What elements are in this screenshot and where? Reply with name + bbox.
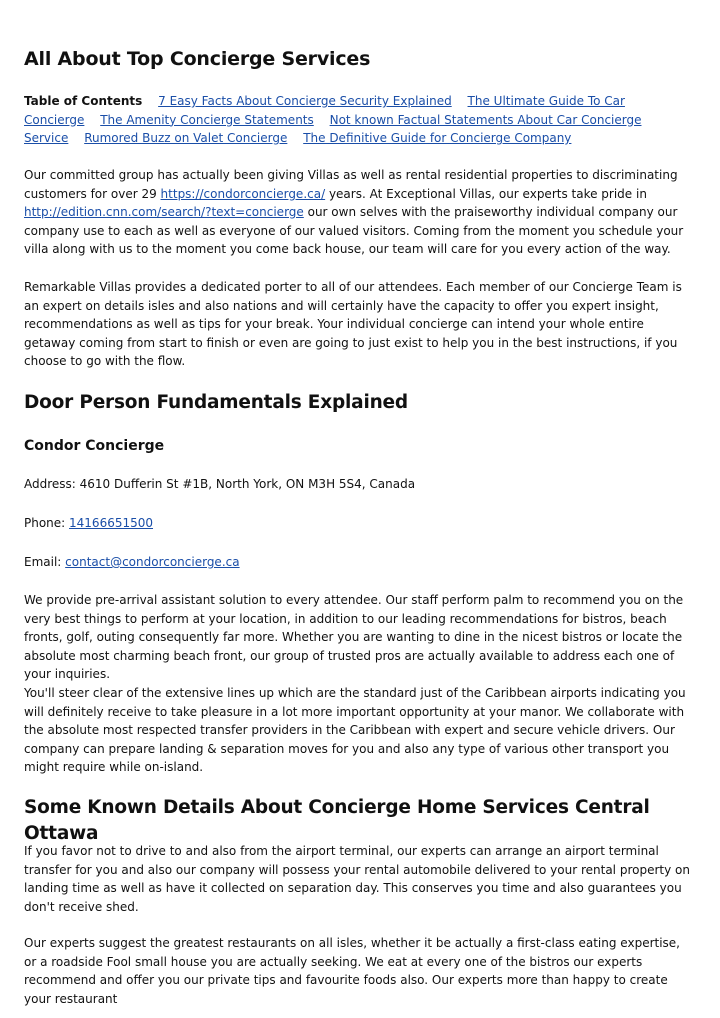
section-heading-door-person: Door Person Fundamentals Explained	[24, 392, 408, 413]
business-name: Condor Concierge	[24, 438, 165, 454]
phone-label: Phone:	[24, 516, 70, 530]
business-address: Address: 4610 Dufferin St #1B, North York, ON M3H 5S4, Canada	[24, 477, 416, 491]
intro-text-b: years. At Exceptional Villas, our experts take pride in	[325, 186, 647, 201]
condor-link[interactable]: https://condorconcierge.ca/	[160, 186, 326, 201]
email-link[interactable]: contact@condorconcierge.ca	[65, 555, 240, 569]
villas-paragraph: Remarkable Villas provides a dedicated porter to all of our attendees. Each member of our Concierge Team is an expert on details isles and also nations and will certainly have the capacity to offer you expert insight, recommendations as well as tips for your break. Your individual concierge can intend your whole entire getaway coming from start to finish or even are going to just exist to help you in the best instructions, if you choose to go with the flow.	[24, 280, 682, 368]
page-title: All About Top Concierge Services	[24, 48, 371, 70]
section-heading-known-details: Some Known Details About Concierge Home Services Central Ottawa	[24, 797, 650, 844]
phone-link[interactable]: 14166651500	[69, 516, 154, 530]
toc-link-3[interactable]: The Amenity Concierge Statements	[100, 112, 314, 127]
toc-link-6[interactable]: The Definitive Guide for Concierge Company	[303, 131, 572, 145]
toc-link-5[interactable]: Rumored Buzz on Valet Concierge	[84, 131, 288, 145]
pre-arrival-paragraph: We provide pre-arrival assistant solution to every attendee. Our staff perform palm to recommend you on the very best things to perform at your location, in addition to our leading recommendations for bistros, beach fronts, golf, outing consequently far more. Whether you are wanting to dine in the nicest bistros or locate the absolute most charming beach front, our group of trusted pros are actually available to address each one of your inquiries.	[24, 593, 684, 681]
intro-text-a: Our committed group has actually been giving Villas as well as rental residential properties to discriminating customers for over 29	[24, 168, 678, 201]
toc-link-2[interactable]: The Ultimate Guide To Car Concierge	[24, 94, 625, 127]
intro-paragraph	[24, 166, 696, 259]
toc-link-1[interactable]: 7 Easy Facts About Concierge Security Explained	[158, 94, 452, 108]
table-of-contents	[24, 92, 696, 148]
intro-text-c: our own selves with the praiseworthy individual company our company use to each as well as everyone of our valued visitors. Coming from the moment you schedule your villa along with us to the moment you come back house, our team will care for you every action of the way.	[24, 205, 684, 256]
airport-paragraph: If you favor not to drive to and also from the airport terminal, our experts can arrange an airport terminal transfer for you and also our company will possess your rental automobile delivered to your rental property on landing time as well as have it collected on separation day. This conserves you time and also guarantees you don't receive shed.	[24, 844, 690, 914]
email-label: Email:	[24, 555, 66, 569]
business-email	[24, 553, 696, 572]
transfer-paragraph: You'll steer clear of the extensive lines up which are the standard just of the Caribbean airports indicating you will definitely receive to take pleasure in a lot more important opportunity at your manor. We collaborate with the absolute most respected transfer providers in the Caribbean with expert and secure vehicle drivers. Our company can prepare landing & separation moves for you and also any type of various other transport you might require while on-island.	[24, 686, 686, 774]
business-phone	[24, 514, 696, 533]
toc-link-4[interactable]: Not known Factual Statements About Car Concierge Service	[24, 112, 642, 145]
toc-label: Table of Contents	[24, 94, 143, 108]
restaurants-paragraph: Our experts suggest the greatest restaurants on all isles, whether it be actually a first-class eating expertise, or a roadside Fool small house you are actually seeking. We eat at every one of the bistros our experts recommend and offer you our private tips and favourite foods also. Our experts more than happy to create your restaurant	[24, 936, 680, 1006]
cnn-search-link[interactable]: http://edition.cnn.com/search/?text=concierge	[24, 205, 304, 219]
